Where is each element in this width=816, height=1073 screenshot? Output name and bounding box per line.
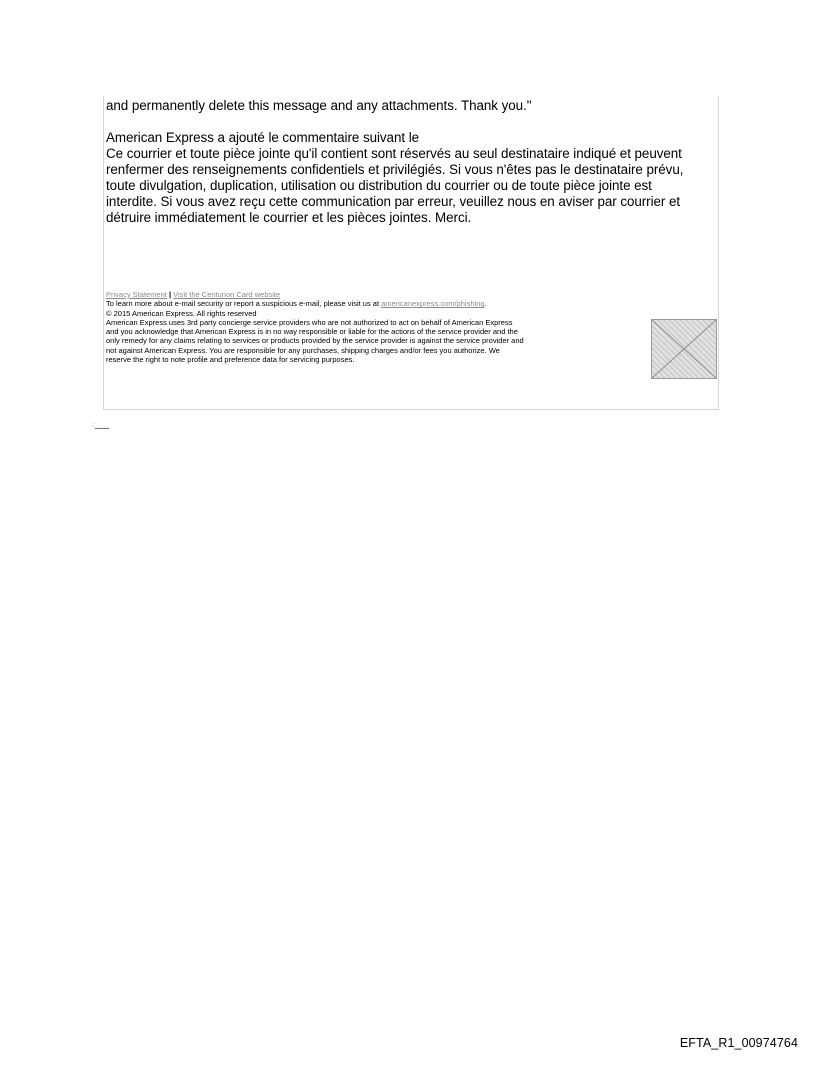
disclaimer-line: only remedy for any claims relating to services or products provided by the service provider is against the service provider and — [106, 336, 524, 346]
stray-mark: : — [93, 423, 109, 429]
closing-line: and permanently delete this message and any attachments. Thank you." — [106, 98, 532, 113]
privacy-statement-link[interactable]: Privacy Statement — [106, 290, 167, 299]
french-line: renfermer des renseignements confidentiels et privilégiés. Si vous n'êtes pas le destinataire prévu, — [106, 162, 684, 177]
french-line: toute divulgation, duplication, utilisation ou distribution du courrier ou de toute pièce jointe est — [106, 178, 652, 193]
link-separator: | — [168, 290, 172, 299]
security-notice — [106, 299, 651, 308]
phishing-link[interactable]: americanexpress.com/phishing — [381, 299, 485, 309]
disclaimer-line: American Express uses 3rd party concierge service providers who are not authorized to act on behalf of American Express — [106, 317, 513, 327]
image-cross-icon — [652, 320, 716, 378]
disclaimer-line: reserve the right to note profile and preference data for servicing purposes. — [106, 355, 355, 365]
french-line: Ce courrier et toute pièce jointe qu'il contient sont réservés au seul destinataire indiqué et peuvent — [106, 146, 682, 161]
french-intro: American Express a ajouté le commentaire suivant le — [106, 130, 420, 145]
document-id: EFTA_R1_00974764 — [679, 1036, 798, 1050]
footer-links — [106, 290, 651, 299]
security-end: . — [484, 299, 487, 309]
broken-image-icon — [651, 319, 717, 379]
email-footer — [106, 290, 651, 364]
copyright-text: © 2015 American Express. All rights reserved — [106, 308, 257, 318]
security-text: To learn more about e-mail security or report a suspicious e-mail, please visit us at — [106, 299, 380, 309]
french-disclaimer — [106, 130, 718, 226]
centurion-website-link[interactable]: Visit the Centurion Card website — [173, 290, 281, 299]
disclaimer-line: not against American Express. You are responsible for any purchases, shipping charges and/or fees you authorize. We — [106, 345, 500, 355]
french-line: détruire immédiatement le courrier et les pièces jointes. Merci. — [106, 210, 472, 225]
french-line: interdite. Si vous avez reçu cette communication par erreur, veuillez nous en aviser par courrier et — [106, 194, 681, 209]
disclaimer-line: and you acknowledge that American Express is in no way responsible or liable for the actions of the service provider and the — [106, 327, 518, 337]
